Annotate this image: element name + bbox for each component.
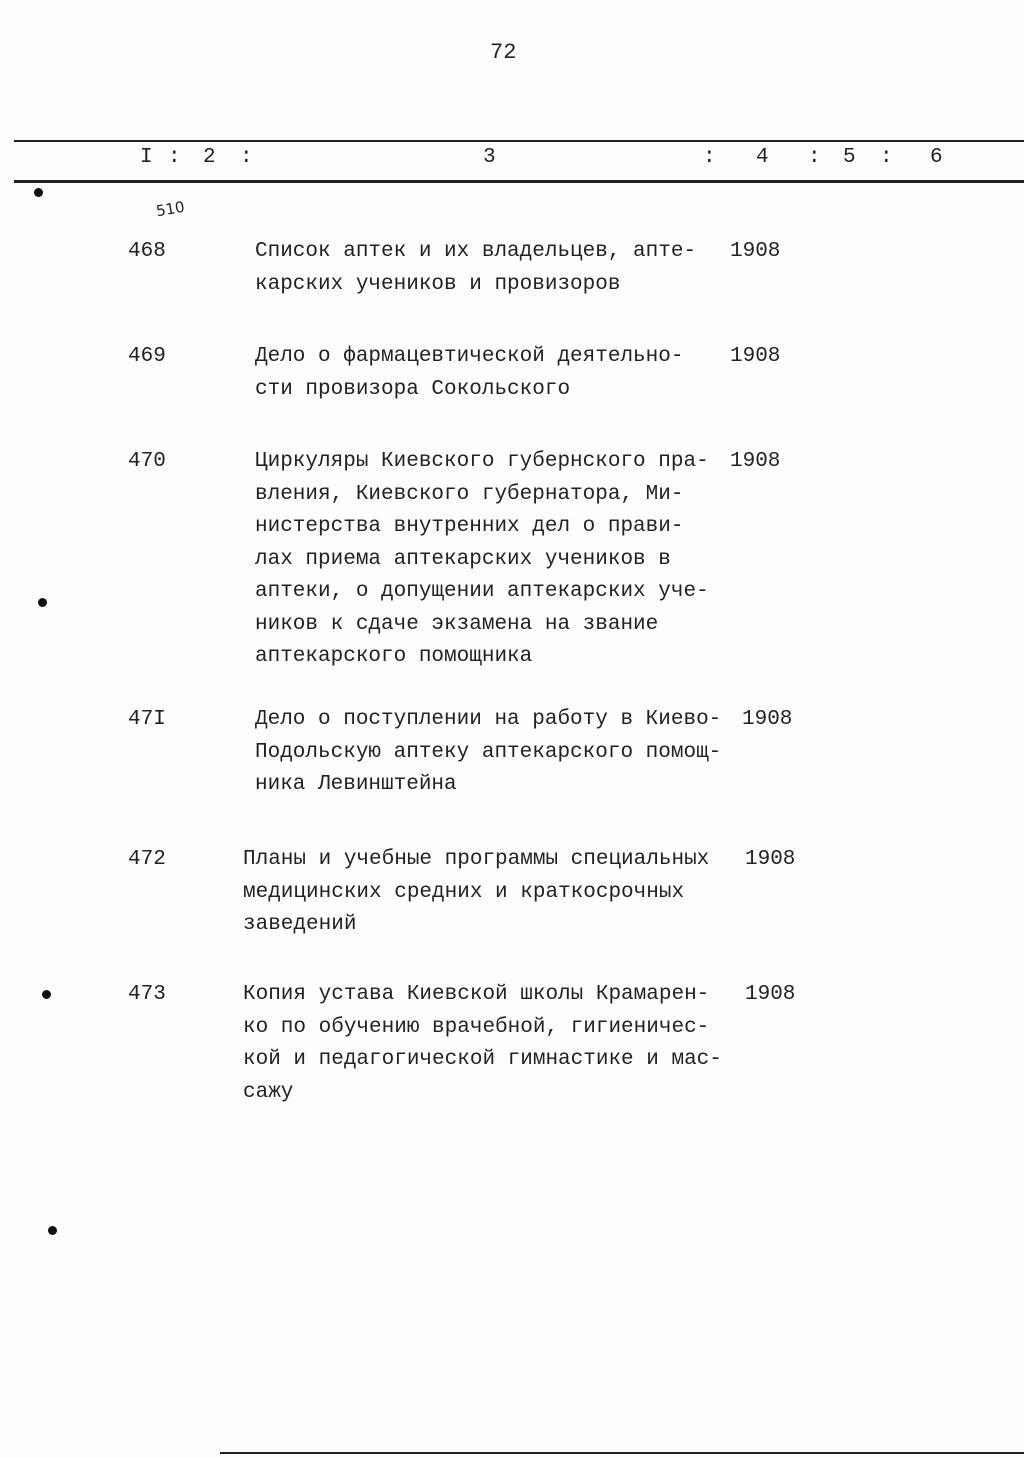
entry-title-line: Планы и учебные программы специальных <box>243 848 710 871</box>
column-4-header: 4 <box>756 146 769 169</box>
separator: : <box>703 146 716 169</box>
entry-title <box>243 979 722 1109</box>
entry-title-line: ников к сдаче экзамена на звание <box>255 612 659 636</box>
entry-title <box>255 704 721 802</box>
entry-title-line: карских учеников и провизоров <box>255 272 621 296</box>
entry-title-line: кой и педагогической гимнастике и мас- <box>243 1048 722 1071</box>
entry-title <box>255 341 683 406</box>
column-3-header: 3 <box>483 146 496 169</box>
header-bottom-rule <box>14 180 1024 183</box>
entry-title-line: нистерства внутренних дел о прави- <box>255 515 684 538</box>
entry-title-line: аптеки, о допущении аптекарских уче- <box>255 580 709 603</box>
entry-title-line: медицинских средних и краткосрочных <box>243 880 685 904</box>
entry-title-line: Список аптек и их владельцев, апте- <box>255 240 697 263</box>
entry-title-line: заведений <box>243 913 357 936</box>
entry-title-line: Дело о фармацевтической деятельно- <box>255 345 684 368</box>
entry-year: 1908 <box>745 848 796 871</box>
margin-note: 510 <box>154 197 186 221</box>
entry-title-line: аптекарского помощника <box>255 645 533 668</box>
separator: : <box>240 146 253 169</box>
entry-title <box>255 236 696 301</box>
bottom-rule <box>220 1452 1024 1454</box>
entry-number: 472 <box>128 848 166 871</box>
punch-mark <box>38 598 47 607</box>
entry-title-line: сажу <box>243 1080 294 1104</box>
entry-year: 1908 <box>742 708 793 731</box>
punch-mark <box>48 1226 57 1235</box>
entry-number: 47I <box>128 708 166 731</box>
entry-title <box>255 446 709 674</box>
separator: : <box>168 146 181 169</box>
separator: : <box>880 146 893 169</box>
separator: : <box>808 146 821 169</box>
entry-title-line: ника Левинштейна <box>255 773 457 796</box>
entry-title-line: сти провизора Сокольского <box>255 377 571 401</box>
entry-title-line: Подольскую аптеку аптекарского помощ- <box>255 740 722 764</box>
header-top-rule <box>14 140 1024 142</box>
entry-title-line: Циркуляры Киевского губернского пра- <box>255 450 709 473</box>
column-6-header: 6 <box>930 146 943 169</box>
entry-title-line: Дело о поступлении на работу в Киево- <box>255 708 722 731</box>
entry-year: 1908 <box>745 983 796 1006</box>
column-2-header: 2 <box>203 146 216 169</box>
entry-year: 1908 <box>730 240 781 263</box>
page-number: 72 <box>490 40 517 65</box>
entry-year: 1908 <box>730 345 781 368</box>
punch-mark <box>42 990 51 999</box>
entry-number: 473 <box>128 983 166 1006</box>
entry-title-line: ко по обучению врачебной, гигиеничес- <box>243 1015 710 1039</box>
column-1-header: I <box>140 146 153 169</box>
entry-number: 468 <box>128 240 166 263</box>
entry-title-line: лах приема аптекарских учеников в <box>255 547 671 571</box>
entry-number: 470 <box>128 450 166 473</box>
entry-title-line: вления, Киевского губернатора, Ми- <box>255 482 684 506</box>
entry-title <box>243 844 709 942</box>
entry-number: 469 <box>128 345 166 368</box>
punch-mark <box>34 188 43 197</box>
column-5-header: 5 <box>843 146 856 169</box>
entry-year: 1908 <box>730 450 781 473</box>
entry-title-line: Копия устава Киевской школы Крамарен- <box>243 983 710 1006</box>
